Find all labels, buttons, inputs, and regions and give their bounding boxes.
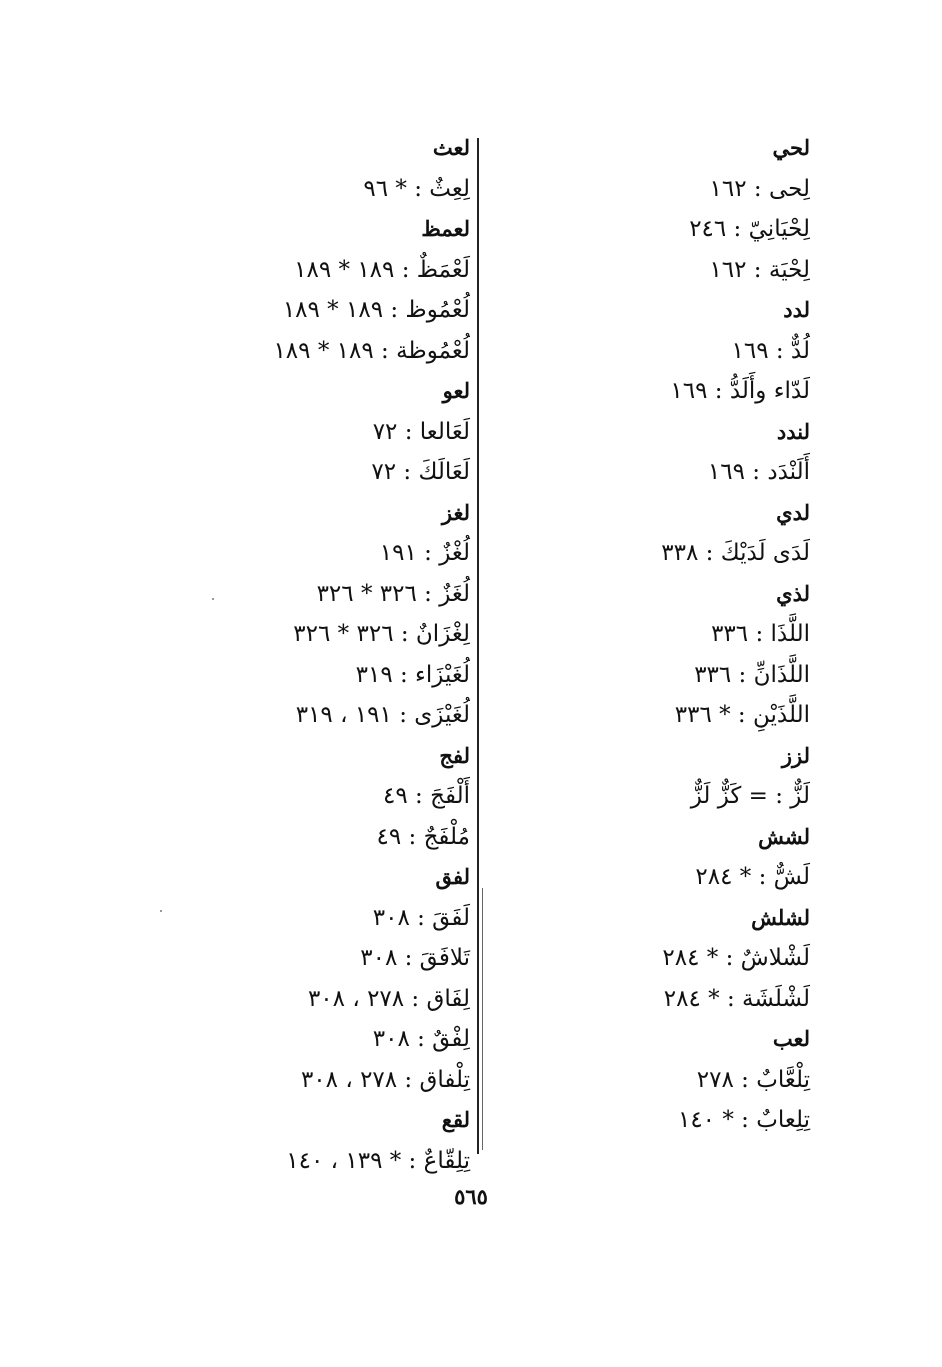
root-heading: لذي [776,580,810,606]
index-entry: لَعَالَكَ : ٧٢ [371,459,470,485]
root-heading: لشلش [751,904,810,930]
root-heading: لعو [442,378,470,403]
index-entry: لَشْلاشٌ : * ٢٨٤ [662,945,810,971]
index-entry: لَشٌّ : * ٢٨٤ [695,864,810,890]
index-entry: تِلْعَّابٌ : ٢٧٨ [696,1066,810,1093]
index-entry: تَلافَقَ : ٣٠٨ [360,945,470,971]
index-entry: لُعْمُوظة : ١٨٩ * ١٨٩ [273,337,470,364]
root-heading: لعمظ [421,216,470,241]
index-entry: لُغَيْزَاء : ٣١٩ [355,661,470,688]
index-entry: لِحْيَة : ١٦٢ [709,256,810,283]
root-heading: لدد [783,297,810,322]
index-entry: لَدّاء وأَلَدُّ : ١٦٩ [670,378,810,404]
root-heading: لعث [432,135,470,160]
index-entry: اللَّذَيْنِ : * ٣٣٦ [674,702,810,728]
index-entry: لُغَيْزَى : ١٩١ ، ٣١٩ [295,702,470,728]
index-entry: لُغْزٌ : ١٩١ [379,540,470,566]
column-divider-secondary [482,888,483,1150]
index-entry: مُلْفَجٌ : ٤٩ [376,823,470,850]
index-entry: لِفَاق : ٢٧٨ ، ٣٠٨ [307,985,470,1012]
index-entry: لِحى : ١٦٢ [709,175,810,202]
scan-speck [160,910,162,912]
root-heading: لدي [776,499,810,525]
index-entry: لِفْقٌ : ٣٠٨ [372,1026,470,1052]
right-column [490,128,810,1141]
index-entry: لِغْزَانٌ : ٣٢٦ * ٣٢٦ [293,621,470,647]
index-entry: اللَّذَانِّ : ٣٣٦ [694,661,810,688]
index-entry: اللَّذَا : ٣٣٦ [711,621,810,647]
page-number: ٥٦٥ [454,1184,488,1209]
index-entry: لَعْمَظٌ : ١٨٩ * ١٨٩ [294,256,470,283]
scan-speck [212,598,214,600]
root-heading: لغز [441,499,470,525]
root-heading: لفج [439,742,470,768]
left-column [170,128,470,1181]
root-heading: لقع [441,1107,470,1132]
root-heading: لفق [435,864,470,889]
index-entry: لَشْلَشَة : * ٢٨٤ [663,985,810,1012]
index-entry: لُدٌّ : ١٦٩ [731,337,810,364]
index-entry: لُعْمُوظ : ١٨٩ * ١٨٩ [282,297,470,323]
index-entry: لِعِثٌ : * ٩٦ [363,175,470,202]
root-heading: لشش [758,823,810,849]
column-divider [477,138,479,1154]
index-entry: لَفَقَ : ٣٠٨ [372,904,470,931]
index-entry: تِلِقّاعٌ : * ١٣٩ ، ١٤٠ [286,1147,470,1174]
index-entry: أَلْفَجَ : ٤٩ [383,783,470,809]
index-entry: لُغَزٌ : ٣٢٦ * ٣٢٦ [316,580,470,607]
index-entry: لَعَالعا : ٧٢ [372,418,470,445]
index-entry: لَزٌّ : = كَزٌّ لَزٌّ [690,783,810,809]
root-heading: لحي [772,135,810,160]
root-heading: لزز [781,742,810,768]
root-heading: لندد [776,418,810,444]
index-entry: تِلْفاق : ٢٧٨ ، ٣٠٨ [300,1066,470,1093]
index-entry: أَلَنْدَد : ١٦٩ [707,459,810,485]
index-entry: لِحْيَانِيّ : ٢٤٦ [689,216,810,242]
root-heading: لعب [772,1026,810,1051]
index-entry: لَدَى لَدَيْكَ : ٣٣٨ [661,540,810,566]
index-entry: تِلِعابٌ : * ١٤٠ [677,1107,810,1133]
